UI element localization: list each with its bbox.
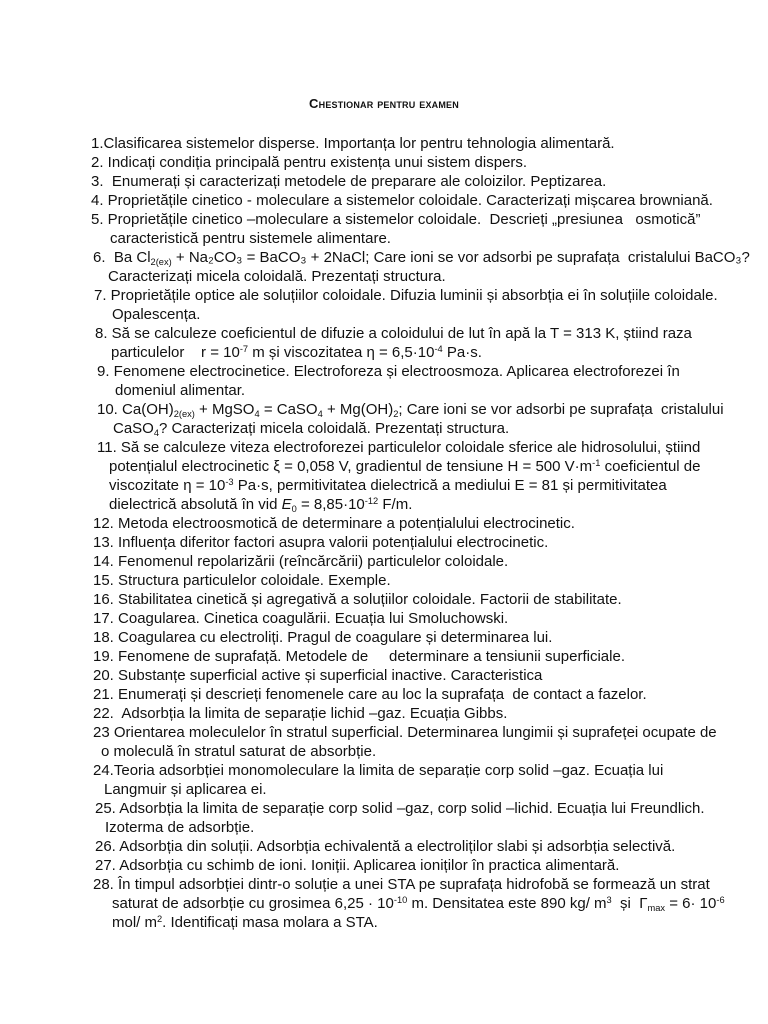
question-text: 19. Fenomene de suprafață. Metodele de determinare a tensiunii superficiale.: [93, 648, 625, 665]
superscript: 3: [606, 895, 612, 906]
question-text: + Na₂CO₃ = BaCO₃ + 2NaCl; Care ioni se vor adsorbi pe suprafața cristalului BaCO₃?: [171, 249, 750, 266]
question-list: [0, 134, 768, 932]
question-text: 4. Proprietățile cinetico - moleculare a sistemelor coloidale. Caracterizați mișcarea browniană.: [91, 192, 713, 209]
italic-symbol: E: [281, 496, 292, 513]
question-line: [0, 191, 768, 210]
question-line: [0, 685, 768, 704]
question-line: [0, 742, 768, 761]
question-text: = CaSO: [259, 401, 318, 418]
question-line: [0, 134, 768, 153]
question-text: viscozitate η = 10: [109, 477, 226, 494]
question-text: ; Care ioni se vor adsorbi pe suprafața cristalului: [398, 401, 724, 418]
question-line: [0, 552, 768, 571]
question-text: domeniul alimentar.: [115, 382, 246, 399]
question-line: [0, 305, 768, 324]
question-line: [0, 647, 768, 666]
question-text: 10. Ca(OH): [97, 401, 174, 418]
question-line: [0, 324, 768, 343]
question-item: [0, 362, 768, 400]
question-text: saturat de adsorbție cu grosimea 6,25 · 10: [112, 895, 394, 912]
question-text: particulelor r = 10: [111, 344, 240, 361]
question-text: 22. Adsorbția la limita de separație lichid –gaz. Ecuația Gibbs.: [93, 705, 508, 722]
question-item: [0, 248, 768, 286]
question-item: [0, 837, 768, 856]
question-item: [0, 875, 768, 932]
question-item: [0, 609, 768, 628]
question-line: [0, 590, 768, 609]
question-item: [0, 438, 768, 514]
question-line: [0, 438, 768, 457]
question-text: și Γ: [611, 895, 648, 912]
question-item: [0, 172, 768, 191]
question-text: 15. Structura particulelor coloidale. Exemple.: [93, 572, 391, 589]
question-item: [0, 324, 768, 362]
question-text: 9. Fenomene electrocinetice. Electroforeza și electroosmoza. Aplicarea electroforezei în: [97, 363, 680, 380]
question-line: [0, 818, 768, 837]
question-item: [0, 552, 768, 571]
question-text: 5. Proprietățile cinetico –moleculare a sistemelor coloidale. Descrieți „presiunea osmotică”: [91, 211, 701, 228]
question-text: 27. Adsorbția cu schimb de ioni. Ioniții. Aplicarea ioniților în practica alimentară.: [95, 857, 620, 874]
question-line: [0, 780, 768, 799]
question-text: ? Caracterizați micela coloidală. Prezentați structura.: [159, 420, 510, 437]
question-line: [0, 267, 768, 286]
superscript: -1: [592, 458, 601, 469]
superscript: -12: [364, 496, 379, 507]
question-text: 24.Teoria adsorbției monomoleculare la limita de separație corp solid –gaz. Ecuația lui: [93, 762, 664, 779]
question-item: [0, 571, 768, 590]
question-text: 20. Substanțe superficial active și superficial inactive. Caracteristica: [93, 667, 543, 684]
question-line: [0, 476, 768, 495]
question-item: [0, 685, 768, 704]
question-text: 28. În timpul adsorbției dintr-o soluție a unei STA pe suprafața hidrofobă se formează un strat: [93, 876, 710, 893]
question-text: m și viscozitatea η = 6,5·10: [248, 344, 435, 361]
question-text: potențialul electrocinetic ξ = 0,058 V, gradientul de tensiune H = 500 V·m: [109, 458, 593, 475]
question-text: + Mg(OH): [322, 401, 394, 418]
question-text: mol/ m: [112, 914, 157, 931]
subscript: 4: [153, 427, 160, 438]
page-title: Chestionar pentru examen: [309, 96, 459, 111]
question-text: 6. Ba Cl: [93, 249, 151, 266]
question-text: Izoterma de adsorbție.: [105, 819, 255, 836]
question-text: 25. Adsorbția la limita de separație corp solid –gaz, corp solid –lichid. Ecuația lui Freundlich.: [95, 800, 705, 817]
question-line: [0, 514, 768, 533]
question-text: 8. Să se calculeze coeficientul de difuzie a coloidului de lut în apă la T = 313 K, știind raza: [95, 325, 692, 342]
question-item: [0, 723, 768, 761]
subscript: 2(ex): [150, 256, 172, 267]
question-line: [0, 761, 768, 780]
question-line: [0, 571, 768, 590]
question-text: Pa·s.: [442, 344, 482, 361]
question-line: [0, 286, 768, 305]
question-text: 2. Indicați condiția principală pentru existența unui sistem dispers.: [91, 154, 528, 171]
question-text: + MgSO: [194, 401, 255, 418]
superscript: 2: [157, 914, 163, 925]
superscript: -7: [239, 344, 249, 355]
question-line: [0, 533, 768, 552]
question-text: Pa·s, permitivitatea dielectrică a mediului E = 81 și permitivitatea: [233, 477, 667, 494]
question-text: 12. Metoda electroosmotică de determinare a potențialului electrocinetic.: [93, 515, 575, 532]
question-item: [0, 761, 768, 799]
question-line: [0, 799, 768, 818]
question-line: [0, 400, 768, 419]
question-text: 26. Adsorbția din soluții. Adsorbția echivalentă a electroliților slabi și adsorbția selectivă.: [95, 838, 676, 855]
question-line: [0, 856, 768, 875]
question-item: [0, 533, 768, 552]
superscript: -4: [434, 344, 443, 355]
question-text: . Identificați masa molara a STA.: [162, 914, 378, 931]
question-text: 23 Orientarea moleculelor în stratul superficial. Determinarea lungimii și suprafeței ocupate de: [93, 724, 717, 741]
question-text: caracteristică pentru sistemele alimentare.: [110, 230, 391, 247]
question-text: F/m.: [378, 496, 413, 513]
question-line: [0, 210, 768, 229]
question-text: 11. Să se calculeze viteza electroforezei particulelor coloidale sferice ale hidrosolului, știind: [97, 439, 701, 456]
question-item: [0, 628, 768, 647]
question-text: = 8,85·10: [296, 496, 365, 513]
question-item: [0, 514, 768, 533]
question-line: [0, 362, 768, 381]
question-text: Caracterizați micela coloidală. Prezentați structura.: [108, 268, 446, 285]
question-item: [0, 647, 768, 666]
question-line: [0, 381, 768, 400]
question-line: [0, 894, 768, 913]
question-text: 21. Enumerați și descrieți fenomenele care au loc la suprafața de contact a fazelor.: [93, 686, 647, 703]
question-line: [0, 704, 768, 723]
question-item: [0, 704, 768, 723]
question-text: = 6· 10: [665, 895, 717, 912]
question-line: [0, 457, 768, 476]
question-text: 18. Coagularea cu electroliți. Pragul de coagulare și determinarea lui.: [93, 629, 553, 646]
question-text: Opalescența.: [112, 306, 201, 323]
question-text: 14. Fenomenul repolarizării (reîncărcării) particulelor coloidale.: [93, 553, 509, 570]
question-text: 1.Clasificarea sistemelor disperse. Importanța lor pentru tehnologia alimentară.: [91, 135, 615, 152]
question-text: coeficientul de: [600, 458, 701, 475]
question-item: [0, 191, 768, 210]
question-item: [0, 799, 768, 837]
question-text: m. Densitatea este 890 kg/ m: [407, 895, 607, 912]
subscript: max: [647, 902, 666, 913]
question-line: [0, 172, 768, 191]
question-item: [0, 134, 768, 153]
subscript: 4: [317, 408, 323, 419]
question-item: [0, 856, 768, 875]
question-line: [0, 628, 768, 647]
question-text: 7. Proprietățile optice ale soluțiilor coloidale. Difuzia luminii și absorbția ei în soluțiile coloidale.: [94, 287, 718, 304]
question-text: 16. Stabilitatea cinetică și agregativă a soluțiilor coloidale. Factorii de stabilitate.: [93, 591, 622, 608]
question-line: [0, 875, 768, 894]
question-item: [0, 210, 768, 248]
subscript: 2: [393, 408, 399, 419]
question-item: [0, 590, 768, 609]
question-line: [0, 913, 768, 932]
subscript: 2(ex): [173, 408, 195, 419]
superscript: -10: [393, 895, 408, 906]
question-line: [0, 153, 768, 172]
question-line: [0, 609, 768, 628]
question-text: 13. Influența diferitor factori asupra valorii potențialului electrocinetic.: [93, 534, 549, 551]
question-text: dielectrică absolută în vid: [109, 496, 282, 513]
question-line: [0, 723, 768, 742]
question-text: o moleculă în stratul saturat de absorbție.: [101, 743, 377, 760]
question-line: [0, 837, 768, 856]
subscript: 4: [254, 408, 260, 419]
question-line: [0, 666, 768, 685]
question-text: 3. Enumerați și caracterizați metodele de preparare ale coloizilor. Peptizarea.: [91, 173, 607, 190]
question-text: 17. Coagularea. Cinetica coagulării. Ecuația lui Smoluchowski.: [93, 610, 509, 627]
question-text: CaSO: [113, 420, 154, 437]
question-text: Langmuir și aplicarea ei.: [104, 781, 267, 798]
superscript: -3: [225, 477, 234, 488]
question-item: [0, 153, 768, 172]
question-item: [0, 666, 768, 685]
question-line: [0, 419, 768, 438]
question-line: [0, 495, 768, 514]
question-line: [0, 343, 768, 362]
question-item: [0, 400, 768, 438]
superscript: -6: [716, 895, 725, 906]
question-line: [0, 248, 768, 267]
question-line: [0, 229, 768, 248]
subscript: 0: [291, 503, 297, 514]
question-item: [0, 286, 768, 324]
